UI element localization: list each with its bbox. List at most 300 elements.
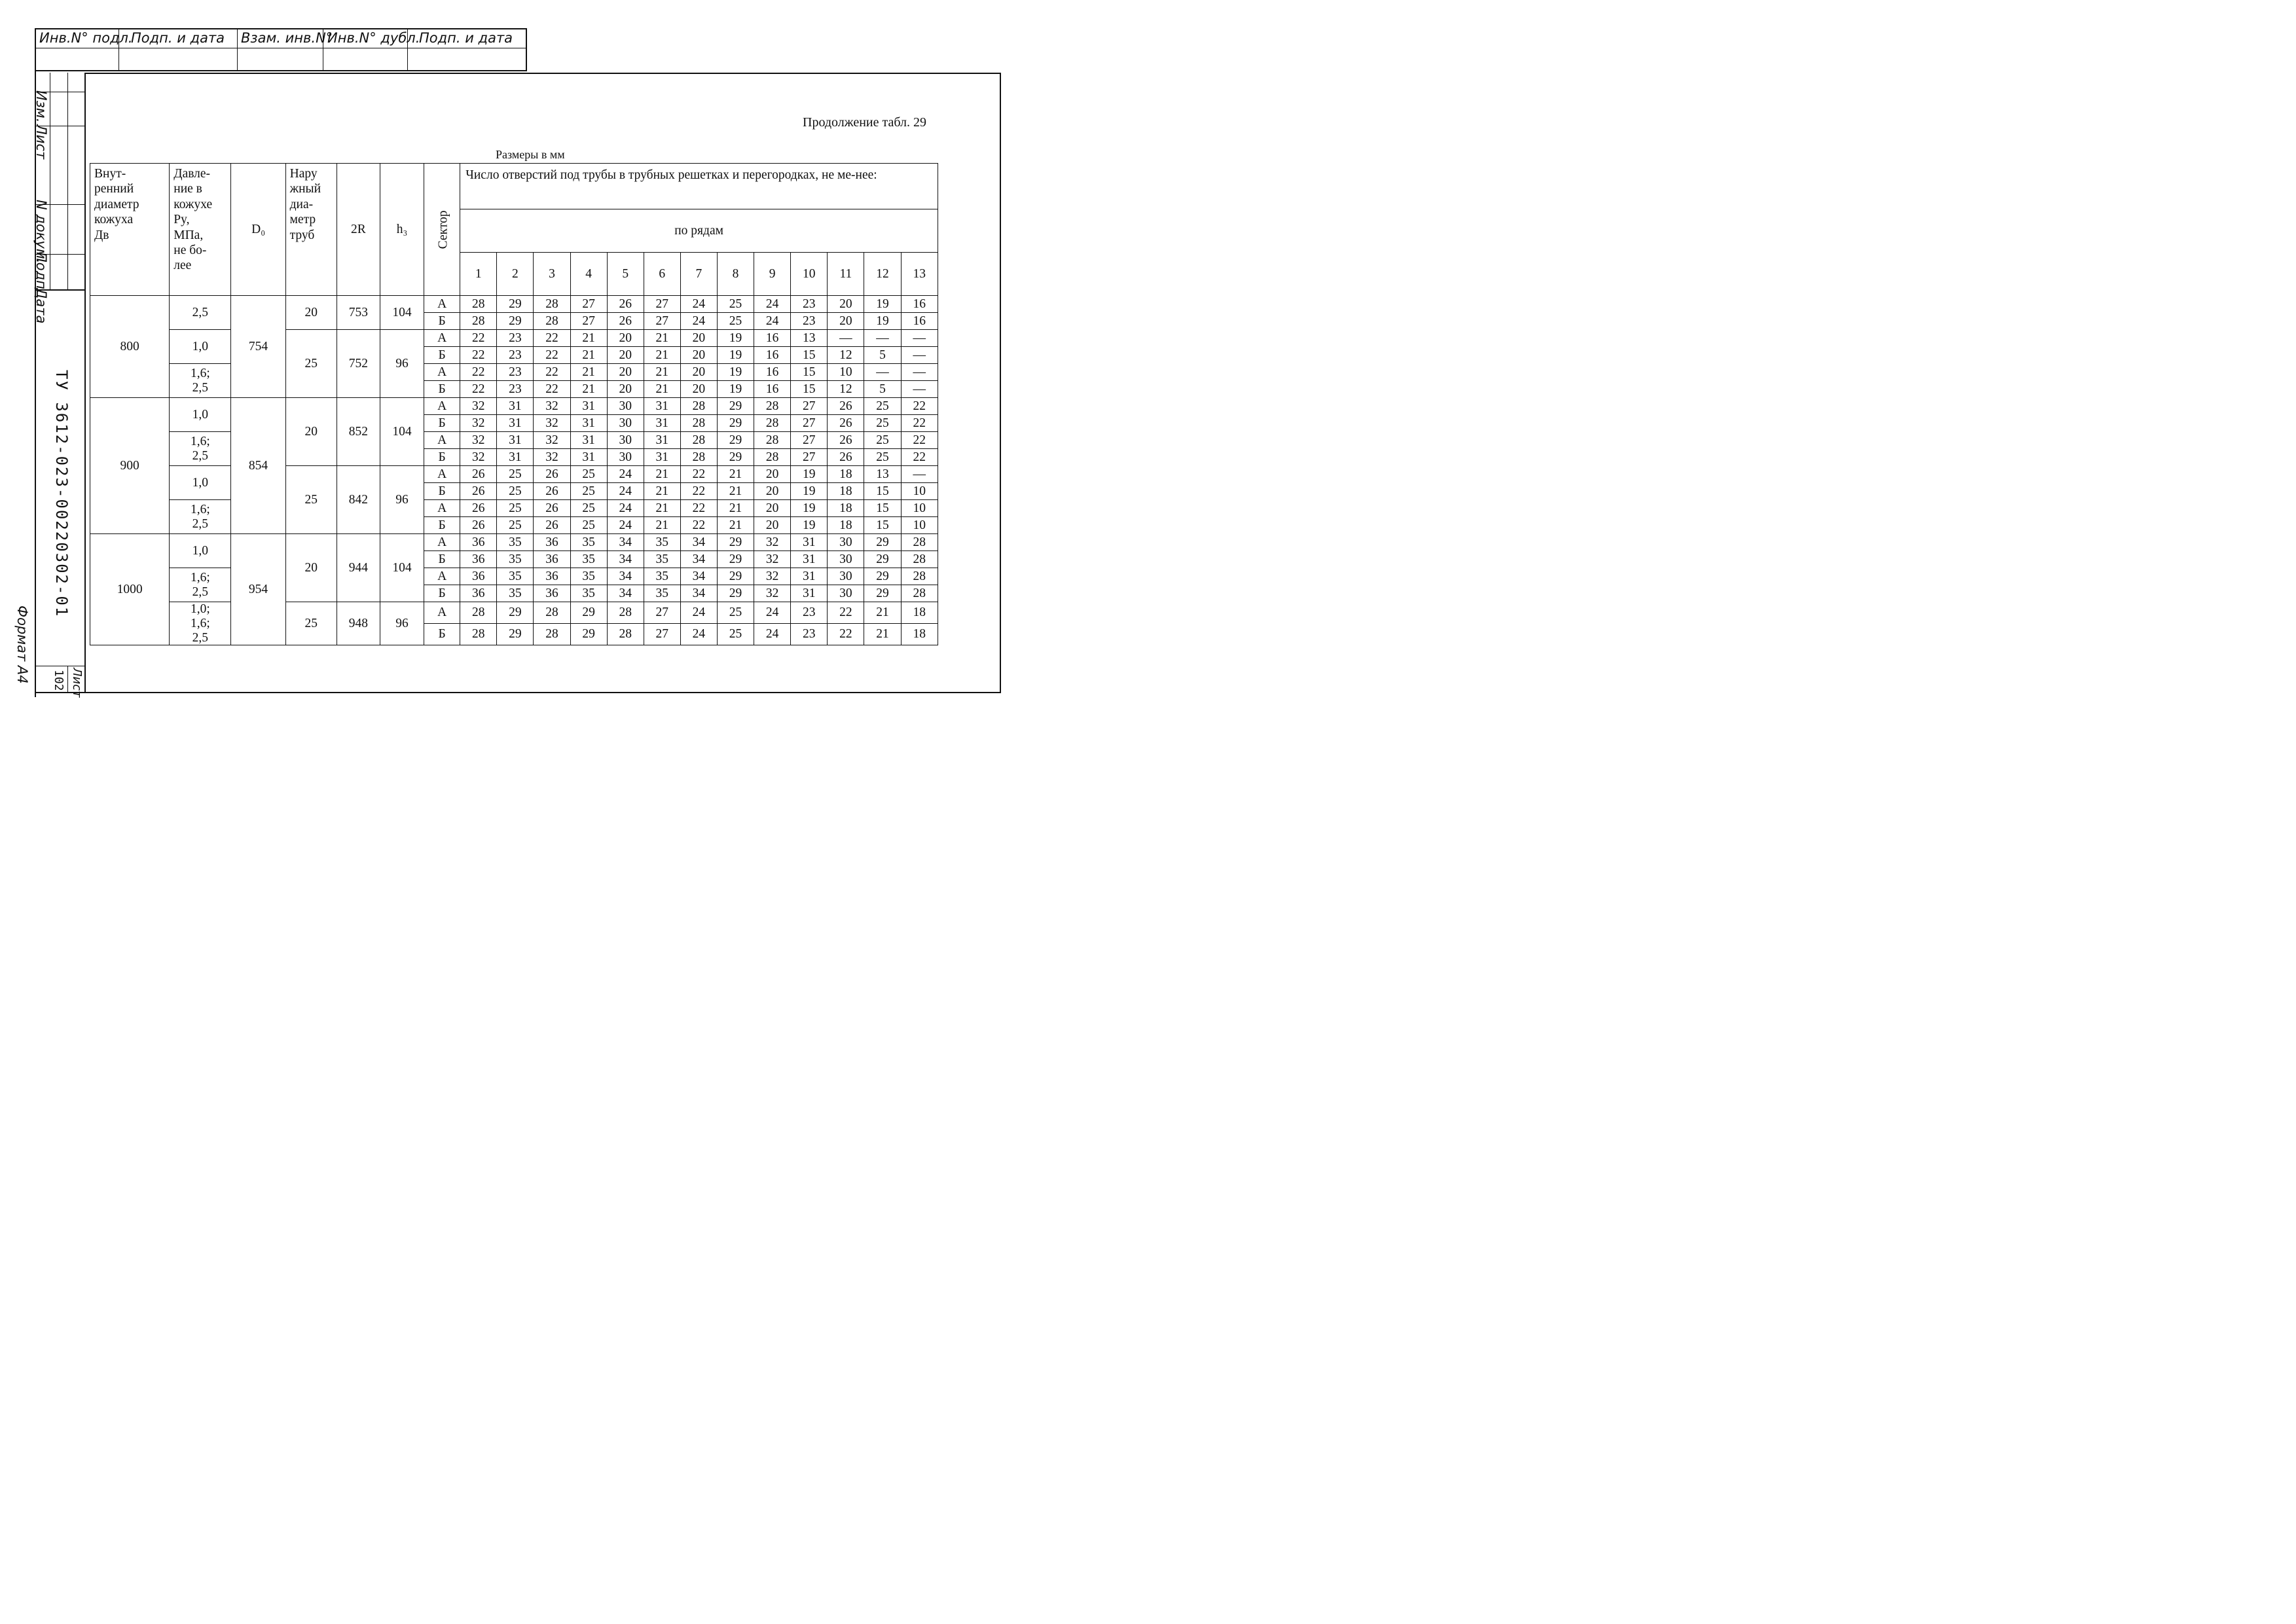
cell-holes-count: 35 xyxy=(497,585,534,602)
cell-holes-count: 25 xyxy=(570,517,607,534)
cell-holes-count: 36 xyxy=(534,585,570,602)
cell-holes-count: 22 xyxy=(901,415,938,432)
header-row-number: 12 xyxy=(864,253,901,296)
cell-holes-count: 31 xyxy=(497,398,534,415)
cell-holes-count: 21 xyxy=(717,466,754,483)
sheet-label: Лист xyxy=(70,668,84,698)
cell-holes-count: 18 xyxy=(828,466,864,483)
cell-holes-count: 26 xyxy=(460,517,497,534)
cell-holes-count: 21 xyxy=(864,624,901,645)
cell-holes-count: 31 xyxy=(497,449,534,466)
cell-holes-count: 29 xyxy=(717,534,754,551)
cell-holes-count: 5 xyxy=(864,381,901,398)
cell-holes-count: 12 xyxy=(828,347,864,364)
cell-holes-count: 26 xyxy=(828,398,864,415)
cell-holes-count: 19 xyxy=(717,347,754,364)
cell-holes-count: 30 xyxy=(828,568,864,585)
cell-holes-count: 21 xyxy=(644,466,680,483)
cell-holes-count: 22 xyxy=(534,347,570,364)
header-row-number: 5 xyxy=(607,253,644,296)
cell-holes-count: 29 xyxy=(497,296,534,313)
cell-holes-count: 28 xyxy=(754,449,791,466)
cell-2r: 753 xyxy=(337,296,380,330)
cell-holes-count: 16 xyxy=(901,296,938,313)
cell-holes-count: 34 xyxy=(680,534,717,551)
cell-holes-count: 26 xyxy=(607,296,644,313)
cell-holes-count: 23 xyxy=(791,313,828,330)
cell-holes-count: 29 xyxy=(717,415,754,432)
cell-holes-count: 24 xyxy=(680,624,717,645)
cell-holes-count: 29 xyxy=(864,551,901,568)
cell-holes-count: 21 xyxy=(644,483,680,500)
cell-tube-od: 25 xyxy=(285,602,337,645)
cell-pressure: 2,5 xyxy=(170,296,231,330)
cell-holes-count: 10 xyxy=(901,500,938,517)
cell-holes-count: 26 xyxy=(460,466,497,483)
cell-holes-count: 27 xyxy=(791,449,828,466)
table-row xyxy=(90,432,938,449)
cell-tube-od: 25 xyxy=(285,330,337,398)
cell-holes-count: 22 xyxy=(534,330,570,347)
cell-holes-count: 13 xyxy=(864,466,901,483)
cell-holes-count: 18 xyxy=(828,483,864,500)
cell-holes-count: 23 xyxy=(497,381,534,398)
cell-holes-count: 31 xyxy=(497,415,534,432)
header-row-number: 8 xyxy=(717,253,754,296)
cell-pressure: 1,6; 2,5 xyxy=(170,364,231,398)
cell-holes-count: 21 xyxy=(570,381,607,398)
cell-holes-count: 26 xyxy=(607,313,644,330)
cell-holes-count: 28 xyxy=(534,313,570,330)
cell-holes-count: 10 xyxy=(901,517,938,534)
cell-2r: 852 xyxy=(337,398,380,466)
cell-pressure: 1,0 xyxy=(170,330,231,364)
cell-holes-count: 27 xyxy=(791,415,828,432)
header-row-number: 6 xyxy=(644,253,680,296)
cell-holes-count: 21 xyxy=(644,517,680,534)
stamp-podp: Подп. xyxy=(33,252,49,294)
cell-holes-count: 32 xyxy=(754,568,791,585)
cell-tube-od: 25 xyxy=(285,466,337,534)
cell-sector: Б xyxy=(424,449,460,466)
cell-holes-count: 31 xyxy=(791,551,828,568)
cell-holes-count: 22 xyxy=(680,483,717,500)
cell-pressure: 1,0 xyxy=(170,466,231,500)
cell-sector: А xyxy=(424,364,460,381)
cell-holes-count: 25 xyxy=(864,398,901,415)
header-by-rows: по рядам xyxy=(460,209,938,253)
cell-holes-count: 28 xyxy=(534,602,570,624)
cell-holes-count: 19 xyxy=(864,313,901,330)
stamp-izm: Изм. xyxy=(33,90,49,123)
cell-holes-count: 30 xyxy=(828,551,864,568)
cell-holes-count: 36 xyxy=(534,551,570,568)
cell-holes-count: 20 xyxy=(680,347,717,364)
cell-holes-count: 16 xyxy=(754,381,791,398)
cell-holes-count: 35 xyxy=(644,568,680,585)
cell-holes-count: 18 xyxy=(828,517,864,534)
cell-holes-count: 36 xyxy=(460,534,497,551)
cell-holes-count: 16 xyxy=(754,330,791,347)
cell-holes-count: 20 xyxy=(754,466,791,483)
cell-holes-count: 22 xyxy=(901,449,938,466)
cell-holes-count: 29 xyxy=(570,624,607,645)
table-row xyxy=(90,466,938,483)
cell-holes-count: 25 xyxy=(717,602,754,624)
stamp-inv-dubl: Инв.N° дубл. xyxy=(327,30,420,46)
cell-holes-count: 25 xyxy=(717,296,754,313)
cell-holes-count: 35 xyxy=(570,534,607,551)
table-row xyxy=(90,398,938,415)
cell-sector: А xyxy=(424,432,460,449)
cell-holes-count: 29 xyxy=(570,602,607,624)
cell-holes-count: 25 xyxy=(864,449,901,466)
cell-holes-count: 28 xyxy=(460,296,497,313)
cell-sector: А xyxy=(424,398,460,415)
cell-holes-count: 19 xyxy=(791,466,828,483)
cell-holes-count: 25 xyxy=(570,466,607,483)
cell-holes-count: 22 xyxy=(460,364,497,381)
header-2r: 2R xyxy=(337,164,380,296)
cell-h3: 104 xyxy=(380,296,424,330)
cell-sector: Б xyxy=(424,347,460,364)
cell-holes-count: — xyxy=(828,330,864,347)
cell-inner-diameter: 1000 xyxy=(90,534,170,645)
cell-holes-count: 28 xyxy=(680,449,717,466)
cell-holes-count: 25 xyxy=(497,483,534,500)
header-row-number: 1 xyxy=(460,253,497,296)
cell-holes-count: 32 xyxy=(534,415,570,432)
header-row-number: 10 xyxy=(791,253,828,296)
cell-pressure: 1,6; 2,5 xyxy=(170,500,231,534)
cell-holes-count: 18 xyxy=(901,602,938,624)
cell-holes-count: 25 xyxy=(497,500,534,517)
header-h3: h₃ xyxy=(380,164,424,296)
cell-holes-count: 22 xyxy=(460,381,497,398)
cell-holes-count: 28 xyxy=(901,585,938,602)
cell-holes-count: 29 xyxy=(717,432,754,449)
cell-holes-count: 20 xyxy=(754,500,791,517)
cell-sector: А xyxy=(424,466,460,483)
cell-holes-count: 18 xyxy=(901,624,938,645)
cell-holes-count: 28 xyxy=(901,568,938,585)
cell-holes-count: 22 xyxy=(901,398,938,415)
cell-holes-count: 29 xyxy=(497,313,534,330)
units-caption: Размеры в мм xyxy=(496,148,565,161)
cell-holes-count: 29 xyxy=(497,602,534,624)
cell-2r: 752 xyxy=(337,330,380,398)
cell-holes-count: 21 xyxy=(570,347,607,364)
cell-holes-count: 22 xyxy=(680,466,717,483)
header-row-number: 2 xyxy=(497,253,534,296)
cell-h3: 96 xyxy=(380,330,424,398)
cell-holes-count: 24 xyxy=(754,602,791,624)
cell-holes-count: 30 xyxy=(828,534,864,551)
stamp-podp-data-2: Подп. и дата xyxy=(419,30,513,46)
cell-holes-count: 24 xyxy=(754,313,791,330)
cell-h3: 104 xyxy=(380,398,424,466)
cell-holes-count: 23 xyxy=(497,364,534,381)
cell-holes-count: 36 xyxy=(460,585,497,602)
table-row xyxy=(90,602,938,624)
cell-holes-count: 29 xyxy=(717,585,754,602)
cell-2r: 842 xyxy=(337,466,380,534)
cell-pressure: 1,6; 2,5 xyxy=(170,568,231,602)
cell-holes-count: 22 xyxy=(901,432,938,449)
cell-holes-count: 28 xyxy=(680,432,717,449)
cell-holes-count: 20 xyxy=(607,364,644,381)
cell-holes-count: 15 xyxy=(791,364,828,381)
cell-holes-count: — xyxy=(901,330,938,347)
cell-holes-count: 26 xyxy=(828,432,864,449)
cell-holes-count: 20 xyxy=(680,330,717,347)
header-row-number: 11 xyxy=(828,253,864,296)
cell-holes-count: 28 xyxy=(680,415,717,432)
cell-holes-count: 24 xyxy=(680,296,717,313)
cell-holes-count: 26 xyxy=(534,500,570,517)
cell-holes-count: 32 xyxy=(534,449,570,466)
cell-holes-count: 29 xyxy=(717,551,754,568)
header-row-number: 7 xyxy=(680,253,717,296)
cell-holes-count: — xyxy=(864,330,901,347)
cell-holes-count: 31 xyxy=(570,398,607,415)
cell-holes-count: 26 xyxy=(828,449,864,466)
table-row xyxy=(90,296,938,313)
cell-holes-count: 21 xyxy=(864,602,901,624)
cell-inner-diameter: 900 xyxy=(90,398,170,534)
cell-holes-count: 20 xyxy=(754,517,791,534)
cell-holes-count: 31 xyxy=(791,534,828,551)
cell-holes-count: 27 xyxy=(644,624,680,645)
stamp-vzam-inv: Взам. инв.N° xyxy=(241,30,333,46)
cell-sector: Б xyxy=(424,585,460,602)
cell-holes-count: — xyxy=(901,347,938,364)
cell-holes-count: 25 xyxy=(497,517,534,534)
document-code: ТУ 3612-023-00220302-01 xyxy=(52,370,71,618)
stamp-n-dokum: N докум. xyxy=(33,200,49,264)
cell-holes-count: 24 xyxy=(680,313,717,330)
header-inner-diameter: Внут- ренний диаметр кожуха Дв xyxy=(90,164,170,296)
cell-pressure: 1,6; 2,5 xyxy=(170,432,231,466)
cell-holes-count: 28 xyxy=(754,415,791,432)
cell-holes-count: 22 xyxy=(828,602,864,624)
header-pressure: Давле- ние в кожухе Py, МПа, не бо- лее xyxy=(170,164,231,296)
cell-holes-count: 35 xyxy=(570,551,607,568)
cell-holes-count: 21 xyxy=(644,500,680,517)
cell-sector: А xyxy=(424,568,460,585)
cell-holes-count: 36 xyxy=(460,568,497,585)
cell-holes-count: 27 xyxy=(570,313,607,330)
cell-holes-count: 15 xyxy=(791,381,828,398)
cell-holes-count: 20 xyxy=(828,296,864,313)
cell-sector: А xyxy=(424,330,460,347)
cell-holes-count: 22 xyxy=(828,624,864,645)
header-row-number: 4 xyxy=(570,253,607,296)
cell-holes-count: 24 xyxy=(607,483,644,500)
cell-holes-count: 29 xyxy=(864,568,901,585)
header-tube-od: Нару жный диа- метр труб xyxy=(285,164,337,296)
cell-tube-od: 20 xyxy=(285,534,337,602)
cell-sector: Б xyxy=(424,381,460,398)
cell-holes-count: 31 xyxy=(570,449,607,466)
cell-holes-count: 27 xyxy=(644,313,680,330)
cell-holes-count: 31 xyxy=(644,432,680,449)
cell-holes-count: 20 xyxy=(754,483,791,500)
cell-holes-count: 20 xyxy=(607,347,644,364)
stamp-podp-data-1: Подп. и дата xyxy=(131,30,225,46)
cell-sector: Б xyxy=(424,517,460,534)
cell-holes-count: 19 xyxy=(717,364,754,381)
cell-holes-count: 10 xyxy=(901,483,938,500)
cell-holes-count: 32 xyxy=(754,551,791,568)
cell-holes-count: 22 xyxy=(460,347,497,364)
cell-holes-count: 31 xyxy=(497,432,534,449)
cell-holes-count: 31 xyxy=(644,449,680,466)
cell-holes-count: 35 xyxy=(570,585,607,602)
header-sector: Сектор xyxy=(424,164,460,296)
cell-holes-count: 27 xyxy=(644,296,680,313)
cell-holes-count: 22 xyxy=(534,381,570,398)
cell-holes-count: 23 xyxy=(791,602,828,624)
cell-holes-count: 32 xyxy=(460,398,497,415)
cell-holes-count: 29 xyxy=(864,534,901,551)
table-row xyxy=(90,534,938,551)
cell-holes-count: — xyxy=(901,364,938,381)
cell-holes-count: 25 xyxy=(570,500,607,517)
cell-holes-count: 21 xyxy=(644,381,680,398)
table-row xyxy=(90,500,938,517)
cell-holes-count: 26 xyxy=(534,517,570,534)
cell-sector: Б xyxy=(424,551,460,568)
cell-holes-count: 16 xyxy=(754,347,791,364)
cell-holes-count: 27 xyxy=(791,398,828,415)
cell-holes-count: 34 xyxy=(680,585,717,602)
cell-holes-count: 28 xyxy=(534,624,570,645)
cell-tube-od: 20 xyxy=(285,398,337,466)
cell-holes-count: 29 xyxy=(864,585,901,602)
cell-holes-count: 22 xyxy=(534,364,570,381)
cell-holes-count: 28 xyxy=(534,296,570,313)
cell-inner-diameter: 800 xyxy=(90,296,170,398)
cell-holes-count: 35 xyxy=(570,568,607,585)
cell-holes-count: 30 xyxy=(607,432,644,449)
cell-holes-count: 23 xyxy=(791,296,828,313)
cell-sector: Б xyxy=(424,313,460,330)
table-continuation-caption: Продолжение табл. 29 xyxy=(803,115,926,130)
cell-holes-count: 25 xyxy=(717,313,754,330)
cell-holes-count: 32 xyxy=(534,398,570,415)
cell-holes-count: 15 xyxy=(864,517,901,534)
cell-holes-count: 20 xyxy=(607,381,644,398)
cell-holes-count: 32 xyxy=(460,415,497,432)
cell-2r: 948 xyxy=(337,602,380,645)
cell-holes-count: 27 xyxy=(570,296,607,313)
cell-holes-count: 31 xyxy=(644,415,680,432)
cell-holes-count: 26 xyxy=(460,483,497,500)
cell-holes-count: 35 xyxy=(497,551,534,568)
cell-holes-count: 28 xyxy=(680,398,717,415)
cell-holes-count: 35 xyxy=(497,534,534,551)
cell-holes-count: 34 xyxy=(607,585,644,602)
drawing-page xyxy=(0,0,1016,719)
cell-holes-count: 24 xyxy=(607,517,644,534)
cell-holes-count: 21 xyxy=(644,330,680,347)
cell-holes-count: 34 xyxy=(607,551,644,568)
cell-sector: Б xyxy=(424,624,460,645)
cell-pressure: 1,0 xyxy=(170,398,231,432)
cell-holes-count: 26 xyxy=(534,466,570,483)
table-row xyxy=(90,364,938,381)
cell-holes-count: 35 xyxy=(644,534,680,551)
cell-holes-count: 24 xyxy=(754,624,791,645)
cell-holes-count: 15 xyxy=(864,500,901,517)
cell-holes-count: 23 xyxy=(497,347,534,364)
cell-holes-count: 24 xyxy=(754,296,791,313)
cell-holes-count: 30 xyxy=(607,415,644,432)
cell-holes-count: 30 xyxy=(607,398,644,415)
cell-holes-count: 36 xyxy=(460,551,497,568)
cell-holes-count: 32 xyxy=(460,449,497,466)
cell-holes-count: 22 xyxy=(680,500,717,517)
cell-d0: 754 xyxy=(231,296,285,398)
cell-sector: Б xyxy=(424,483,460,500)
cell-holes-count: 10 xyxy=(828,364,864,381)
cell-holes-count: 32 xyxy=(534,432,570,449)
header-row-number: 13 xyxy=(901,253,938,296)
format-label: Формат А4 xyxy=(14,605,30,684)
table-row xyxy=(90,568,938,585)
cell-h3: 96 xyxy=(380,602,424,645)
cell-holes-count: 20 xyxy=(607,330,644,347)
cell-h3: 104 xyxy=(380,534,424,602)
cell-holes-count: 26 xyxy=(460,500,497,517)
cell-holes-count: 19 xyxy=(791,517,828,534)
cell-holes-count: 30 xyxy=(828,585,864,602)
cell-holes-count: 32 xyxy=(754,534,791,551)
cell-holes-count: 34 xyxy=(607,568,644,585)
cell-holes-count: 21 xyxy=(570,330,607,347)
cell-holes-count: 19 xyxy=(864,296,901,313)
cell-holes-count: 21 xyxy=(644,347,680,364)
cell-tube-od: 20 xyxy=(285,296,337,330)
cell-holes-count: 12 xyxy=(828,381,864,398)
cell-holes-count: 28 xyxy=(460,624,497,645)
stamp-data: Дата xyxy=(33,288,49,324)
cell-holes-count: 16 xyxy=(901,313,938,330)
cell-holes-count: 28 xyxy=(607,624,644,645)
cell-holes-count: 28 xyxy=(754,432,791,449)
cell-holes-count: 28 xyxy=(607,602,644,624)
cell-holes-count: 21 xyxy=(570,364,607,381)
stamp-inv-podl: Инв.N° подл. xyxy=(39,30,133,46)
cell-holes-count: 23 xyxy=(497,330,534,347)
cell-holes-count: 19 xyxy=(791,500,828,517)
cell-holes-count: 29 xyxy=(497,624,534,645)
cell-pressure: 1,0; 1,6; 2,5 xyxy=(170,602,231,645)
tube-holes-table xyxy=(90,163,938,645)
stamp-list: Лист xyxy=(33,124,49,160)
cell-holes-count: 21 xyxy=(717,500,754,517)
cell-d0: 854 xyxy=(231,398,285,534)
cell-holes-count: 36 xyxy=(534,568,570,585)
cell-holes-count: 24 xyxy=(607,466,644,483)
cell-holes-count: 28 xyxy=(901,551,938,568)
cell-holes-count: 24 xyxy=(607,500,644,517)
header-d0: D₀ xyxy=(231,164,285,296)
cell-holes-count: 35 xyxy=(644,551,680,568)
cell-holes-count: 36 xyxy=(534,534,570,551)
cell-holes-count: 28 xyxy=(460,602,497,624)
